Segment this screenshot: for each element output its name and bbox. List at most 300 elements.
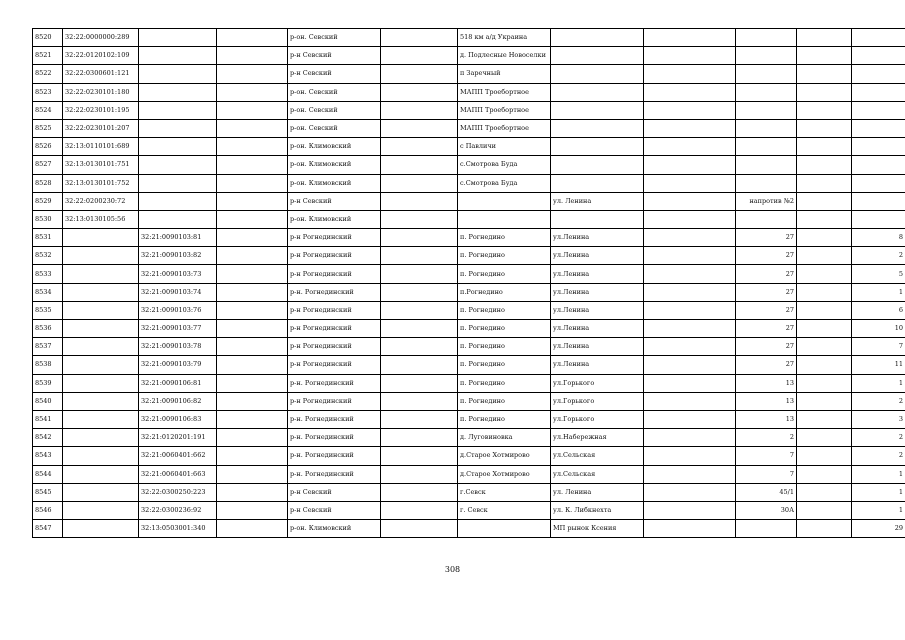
- empty-cell: [217, 301, 288, 319]
- street-cell: [551, 210, 644, 228]
- empty-cell-3: [644, 229, 736, 247]
- empty-cell-3: [644, 338, 736, 356]
- street-cell: ул.Горького: [551, 410, 644, 428]
- cadastral-number-cell: [63, 283, 139, 301]
- cadastral-number-cell-2: 32:21:0090103:81: [139, 229, 217, 247]
- settlement-cell: [458, 520, 551, 538]
- empty-cell-2: [381, 374, 458, 392]
- empty-cell-2: [381, 520, 458, 538]
- apartment-number-cell: 1: [852, 283, 905, 301]
- cadastral-number-cell: [63, 301, 139, 319]
- cadastral-number-cell: 32:13:0130101:751: [63, 156, 139, 174]
- empty-cell-2: [381, 83, 458, 101]
- row-number-cell: 8543: [33, 447, 63, 465]
- empty-cell-4: [797, 210, 852, 228]
- district-cell: р-н Рогнединский: [288, 320, 381, 338]
- cadastral-number-cell: [63, 465, 139, 483]
- row-number-cell: 8546: [33, 501, 63, 519]
- empty-cell-3: [644, 483, 736, 501]
- cadastral-number-cell-2: 32:22:0300236:92: [139, 501, 217, 519]
- settlement-cell: д.Старое Хотмирово: [458, 447, 551, 465]
- apartment-number-cell: [852, 156, 905, 174]
- table-row: [33, 138, 905, 156]
- settlement-cell: д. Подлесные Новоселки: [458, 47, 551, 65]
- cadastral-number-cell: [63, 356, 139, 374]
- apartment-number-cell: [852, 65, 905, 83]
- cadastral-number-cell: 32:13:0130105:56: [63, 210, 139, 228]
- empty-cell: [217, 174, 288, 192]
- district-cell: р-он. Севский: [288, 101, 381, 119]
- house-number-cell: 13: [736, 392, 797, 410]
- street-cell: ул.Сельская: [551, 465, 644, 483]
- empty-cell-3: [644, 320, 736, 338]
- empty-cell-2: [381, 156, 458, 174]
- cadastral-number-cell-2: [139, 29, 217, 47]
- empty-cell: [217, 356, 288, 374]
- row-number-cell: 8520: [33, 29, 63, 47]
- empty-cell-4: [797, 138, 852, 156]
- empty-cell-2: [381, 429, 458, 447]
- empty-cell-4: [797, 338, 852, 356]
- cadastral-number-cell-2: [139, 192, 217, 210]
- settlement-cell: [458, 192, 551, 210]
- district-cell: р-н Севский: [288, 65, 381, 83]
- district-cell: р-он. Севский: [288, 83, 381, 101]
- empty-cell-4: [797, 47, 852, 65]
- empty-cell-3: [644, 156, 736, 174]
- empty-cell: [217, 283, 288, 301]
- cadastral-number-cell-2: 32:21:0090103:79: [139, 356, 217, 374]
- street-cell: ул.Сельская: [551, 447, 644, 465]
- empty-cell-2: [381, 356, 458, 374]
- table-row: [33, 465, 905, 483]
- empty-cell-4: [797, 465, 852, 483]
- empty-cell-4: [797, 374, 852, 392]
- settlement-cell: п. Рогнедино: [458, 374, 551, 392]
- empty-cell-4: [797, 83, 852, 101]
- street-cell: ул.Ленина: [551, 247, 644, 265]
- empty-cell: [217, 410, 288, 428]
- empty-cell: [217, 501, 288, 519]
- empty-cell-3: [644, 138, 736, 156]
- empty-cell: [217, 138, 288, 156]
- cadastral-number-cell: [63, 374, 139, 392]
- house-number-cell: 27: [736, 247, 797, 265]
- row-number-cell: 8530: [33, 210, 63, 228]
- empty-cell-4: [797, 247, 852, 265]
- cadastral-number-cell-2: 32:21:0090106:83: [139, 410, 217, 428]
- row-number-cell: 8525: [33, 119, 63, 137]
- row-number-cell: 8533: [33, 265, 63, 283]
- table-row: [33, 374, 905, 392]
- table-row: [33, 501, 905, 519]
- street-cell: [551, 83, 644, 101]
- street-cell: [551, 29, 644, 47]
- table-row: [33, 301, 905, 319]
- cadastral-number-cell-2: 32:21:0120201:191: [139, 429, 217, 447]
- empty-cell: [217, 392, 288, 410]
- cadastral-number-cell: [63, 320, 139, 338]
- empty-cell-3: [644, 47, 736, 65]
- district-cell: р-н. Рогнединский: [288, 410, 381, 428]
- cadastral-number-cell-2: 32:13:0503001:340: [139, 520, 217, 538]
- apartment-number-cell: 7: [852, 338, 905, 356]
- settlement-cell: п. Рогнедино: [458, 338, 551, 356]
- settlement-cell: п Заречный: [458, 65, 551, 83]
- row-number-cell: 8524: [33, 101, 63, 119]
- apartment-number-cell: [852, 83, 905, 101]
- empty-cell-2: [381, 47, 458, 65]
- apartment-number-cell: 2: [852, 392, 905, 410]
- district-cell: р-н. Рогнединский: [288, 374, 381, 392]
- cadastral-number-cell: 32:22:0230101:180: [63, 83, 139, 101]
- cadastral-number-cell: 32:13:0130101:752: [63, 174, 139, 192]
- row-number-cell: 8529: [33, 192, 63, 210]
- empty-cell: [217, 119, 288, 137]
- empty-cell: [217, 429, 288, 447]
- row-number-cell: 8541: [33, 410, 63, 428]
- table-row: [33, 192, 905, 210]
- apartment-number-cell: 2: [852, 447, 905, 465]
- settlement-cell: [458, 210, 551, 228]
- district-cell: р-н. Рогнединский: [288, 465, 381, 483]
- district-cell: р-н Рогнединский: [288, 356, 381, 374]
- apartment-number-cell: [852, 29, 905, 47]
- table-row: [33, 520, 905, 538]
- table-row: [33, 338, 905, 356]
- district-cell: р-он. Севский: [288, 29, 381, 47]
- empty-cell-3: [644, 265, 736, 283]
- street-cell: ул.Ленина: [551, 283, 644, 301]
- empty-cell-3: [644, 520, 736, 538]
- row-number-cell: 8526: [33, 138, 63, 156]
- empty-cell-2: [381, 65, 458, 83]
- empty-cell-4: [797, 520, 852, 538]
- empty-cell-2: [381, 447, 458, 465]
- empty-cell-4: [797, 501, 852, 519]
- cadastral-number-cell-2: 32:21:0060401:663: [139, 465, 217, 483]
- table-row: [33, 247, 905, 265]
- empty-cell-2: [381, 247, 458, 265]
- table-row: [33, 229, 905, 247]
- house-number-cell: [736, 101, 797, 119]
- cadastral-number-cell: [63, 501, 139, 519]
- settlement-cell: д.Старое Хотмирово: [458, 465, 551, 483]
- table-row: [33, 320, 905, 338]
- house-number-cell: [736, 210, 797, 228]
- house-number-cell: [736, 29, 797, 47]
- cadastral-number-cell-2: [139, 101, 217, 119]
- settlement-cell: п. Рогнедино: [458, 265, 551, 283]
- row-number-cell: 8540: [33, 392, 63, 410]
- empty-cell: [217, 29, 288, 47]
- district-cell: р-н Рогнединский: [288, 301, 381, 319]
- cadastral-number-cell: 32:22:0200230:72: [63, 192, 139, 210]
- empty-cell-2: [381, 483, 458, 501]
- empty-cell-3: [644, 447, 736, 465]
- cadastral-number-cell-2: 32:21:0090106:82: [139, 392, 217, 410]
- empty-cell-4: [797, 356, 852, 374]
- empty-cell-4: [797, 483, 852, 501]
- apartment-number-cell: 1: [852, 374, 905, 392]
- settlement-cell: п. Рогнедино: [458, 392, 551, 410]
- settlement-cell: с.Смотрова Буда: [458, 174, 551, 192]
- row-number-cell: 8539: [33, 374, 63, 392]
- empty-cell-3: [644, 283, 736, 301]
- empty-cell: [217, 320, 288, 338]
- street-cell: [551, 119, 644, 137]
- empty-cell-4: [797, 192, 852, 210]
- settlement-cell: п. Рогнедино: [458, 320, 551, 338]
- table-row: [33, 356, 905, 374]
- house-number-cell: 27: [736, 229, 797, 247]
- empty-cell-2: [381, 301, 458, 319]
- empty-cell-2: [381, 338, 458, 356]
- cadastral-number-cell: [63, 520, 139, 538]
- empty-cell: [217, 374, 288, 392]
- table-row: [33, 174, 905, 192]
- district-cell: р-н Рогнединский: [288, 229, 381, 247]
- settlement-cell: МАПП Троебортное: [458, 101, 551, 119]
- street-cell: ул.Ленина: [551, 320, 644, 338]
- empty-cell-3: [644, 356, 736, 374]
- empty-cell-2: [381, 119, 458, 137]
- empty-cell-4: [797, 229, 852, 247]
- settlement-cell: МАПП Троебортное: [458, 83, 551, 101]
- settlement-cell: п. Рогнедино: [458, 247, 551, 265]
- apartment-number-cell: [852, 210, 905, 228]
- empty-cell-3: [644, 210, 736, 228]
- table-row: [33, 410, 905, 428]
- table-row: [33, 29, 905, 47]
- empty-cell-2: [381, 210, 458, 228]
- empty-cell-4: [797, 119, 852, 137]
- house-number-cell: 27: [736, 356, 797, 374]
- empty-cell-3: [644, 174, 736, 192]
- house-number-cell: [736, 83, 797, 101]
- empty-cell-3: [644, 301, 736, 319]
- empty-cell-4: [797, 101, 852, 119]
- street-cell: [551, 65, 644, 83]
- table-row: [33, 392, 905, 410]
- settlement-cell: п. Рогнедино: [458, 301, 551, 319]
- settlement-cell: п.Рогнедино: [458, 283, 551, 301]
- row-number-cell: 8521: [33, 47, 63, 65]
- cadastral-number-cell: 32:13:0110101:689: [63, 138, 139, 156]
- street-cell: ул.Ленина: [551, 229, 644, 247]
- row-number-cell: 8531: [33, 229, 63, 247]
- empty-cell-2: [381, 229, 458, 247]
- street-cell: [551, 156, 644, 174]
- cadastral-number-cell-2: 32:21:0090103:73: [139, 265, 217, 283]
- cadastral-number-cell: 32:22:0000000:289: [63, 29, 139, 47]
- street-cell: ул.Ленина: [551, 301, 644, 319]
- district-cell: р-он. Климовский: [288, 138, 381, 156]
- cadastral-number-cell-2: [139, 47, 217, 65]
- cadastral-number-cell: 32:22:0230101:195: [63, 101, 139, 119]
- empty-cell: [217, 210, 288, 228]
- table-row: [33, 483, 905, 501]
- district-cell: р-н. Рогнединский: [288, 283, 381, 301]
- district-cell: р-н Севский: [288, 501, 381, 519]
- district-cell: р-н Севский: [288, 47, 381, 65]
- cadastral-number-cell-2: [139, 138, 217, 156]
- empty-cell-2: [381, 320, 458, 338]
- house-number-cell: 7: [736, 465, 797, 483]
- row-number-cell: 8542: [33, 429, 63, 447]
- empty-cell: [217, 83, 288, 101]
- district-cell: р-н Рогнединский: [288, 338, 381, 356]
- cadastral-number-cell-2: 32:21:0060401:662: [139, 447, 217, 465]
- street-cell: ул.Набережная: [551, 429, 644, 447]
- settlement-cell: с Павличи: [458, 138, 551, 156]
- house-number-cell: [736, 119, 797, 137]
- table-row: [33, 119, 905, 137]
- empty-cell-2: [381, 392, 458, 410]
- cadastral-number-cell-2: 32:22:0300250:223: [139, 483, 217, 501]
- empty-cell: [217, 65, 288, 83]
- cadastral-number-cell-2: [139, 174, 217, 192]
- page-number: 308: [444, 565, 461, 574]
- empty-cell: [217, 101, 288, 119]
- cadastral-number-cell-2: [139, 65, 217, 83]
- empty-cell: [217, 447, 288, 465]
- settlement-cell: 518 км а/д Украина: [458, 29, 551, 47]
- row-number-cell: 8528: [33, 174, 63, 192]
- house-number-cell: 30А: [736, 501, 797, 519]
- cadastral-number-cell: 32:22:0120102:109: [63, 47, 139, 65]
- empty-cell-3: [644, 29, 736, 47]
- apartment-number-cell: 1: [852, 483, 905, 501]
- empty-cell-3: [644, 83, 736, 101]
- house-number-cell: 27: [736, 265, 797, 283]
- cadastral-number-cell-2: 32:21:0090103:78: [139, 338, 217, 356]
- row-number-cell: 8534: [33, 283, 63, 301]
- apartment-number-cell: 1: [852, 465, 905, 483]
- registry-table: [32, 28, 905, 538]
- empty-cell-3: [644, 247, 736, 265]
- cadastral-number-cell: [63, 392, 139, 410]
- district-cell: р-он. Климовский: [288, 156, 381, 174]
- apartment-number-cell: 8: [852, 229, 905, 247]
- cadastral-number-cell-2: [139, 119, 217, 137]
- table-row: [33, 83, 905, 101]
- apartment-number-cell: [852, 47, 905, 65]
- table-row: [33, 265, 905, 283]
- empty-cell-4: [797, 283, 852, 301]
- apartment-number-cell: 2: [852, 429, 905, 447]
- apartment-number-cell: [852, 192, 905, 210]
- house-number-cell: 13: [736, 410, 797, 428]
- empty-cell-2: [381, 138, 458, 156]
- house-number-cell: 27: [736, 320, 797, 338]
- empty-cell-4: [797, 265, 852, 283]
- empty-cell-4: [797, 410, 852, 428]
- cadastral-number-cell-2: 32:21:0090103:82: [139, 247, 217, 265]
- row-number-cell: 8532: [33, 247, 63, 265]
- row-number-cell: 8536: [33, 320, 63, 338]
- empty-cell-4: [797, 392, 852, 410]
- district-cell: р-н Севский: [288, 483, 381, 501]
- house-number-cell: 7: [736, 447, 797, 465]
- cadastral-number-cell: [63, 447, 139, 465]
- street-cell: [551, 47, 644, 65]
- empty-cell-4: [797, 447, 852, 465]
- row-number-cell: 8538: [33, 356, 63, 374]
- empty-cell: [217, 229, 288, 247]
- empty-cell-2: [381, 265, 458, 283]
- settlement-cell: с.Смотрова Буда: [458, 156, 551, 174]
- empty-cell: [217, 156, 288, 174]
- apartment-number-cell: 11: [852, 356, 905, 374]
- street-cell: ул. Ленина: [551, 192, 644, 210]
- street-cell: ул.Ленина: [551, 338, 644, 356]
- apartment-number-cell: 29: [852, 520, 905, 538]
- empty-cell-4: [797, 174, 852, 192]
- row-number-cell: 8523: [33, 83, 63, 101]
- empty-cell-4: [797, 301, 852, 319]
- empty-cell-4: [797, 65, 852, 83]
- cadastral-number-cell-2: 32:21:0090103:77: [139, 320, 217, 338]
- table-row: [33, 283, 905, 301]
- house-number-cell: 2: [736, 429, 797, 447]
- district-cell: р-он. Климовский: [288, 210, 381, 228]
- row-number-cell: 8544: [33, 465, 63, 483]
- empty-cell-3: [644, 119, 736, 137]
- cadastral-number-cell: 32:22:0230101:207: [63, 119, 139, 137]
- house-number-cell: 45/1: [736, 483, 797, 501]
- street-cell: [551, 138, 644, 156]
- cadastral-number-cell: [63, 229, 139, 247]
- apartment-number-cell: 3: [852, 410, 905, 428]
- district-cell: р-он. Климовский: [288, 520, 381, 538]
- apartment-number-cell: 10: [852, 320, 905, 338]
- empty-cell-3: [644, 410, 736, 428]
- empty-cell: [217, 247, 288, 265]
- street-cell: [551, 101, 644, 119]
- cadastral-number-cell: [63, 429, 139, 447]
- street-cell: ул.Горького: [551, 374, 644, 392]
- empty-cell-2: [381, 501, 458, 519]
- table-row: [33, 65, 905, 83]
- cadastral-number-cell: [63, 265, 139, 283]
- street-cell: [551, 174, 644, 192]
- empty-cell: [217, 47, 288, 65]
- empty-cell: [217, 338, 288, 356]
- cadastral-number-cell: [63, 247, 139, 265]
- district-cell: р-н Рогнединский: [288, 247, 381, 265]
- empty-cell-4: [797, 29, 852, 47]
- empty-cell-3: [644, 65, 736, 83]
- cadastral-number-cell-2: [139, 156, 217, 174]
- cadastral-number-cell-2: [139, 83, 217, 101]
- house-number-cell: [736, 47, 797, 65]
- apartment-number-cell: [852, 119, 905, 137]
- row-number-cell: 8535: [33, 301, 63, 319]
- row-number-cell: 8547: [33, 520, 63, 538]
- apartment-number-cell: 5: [852, 265, 905, 283]
- empty-cell-4: [797, 320, 852, 338]
- house-number-cell: [736, 174, 797, 192]
- table-row: [33, 101, 905, 119]
- table-row: [33, 429, 905, 447]
- district-cell: р-он. Севский: [288, 119, 381, 137]
- empty-cell: [217, 192, 288, 210]
- cadastral-number-cell-2: 32:21:0090103:76: [139, 301, 217, 319]
- empty-cell: [217, 483, 288, 501]
- district-cell: р-н Рогнединский: [288, 265, 381, 283]
- cadastral-number-cell: 32:22:0300601:121: [63, 65, 139, 83]
